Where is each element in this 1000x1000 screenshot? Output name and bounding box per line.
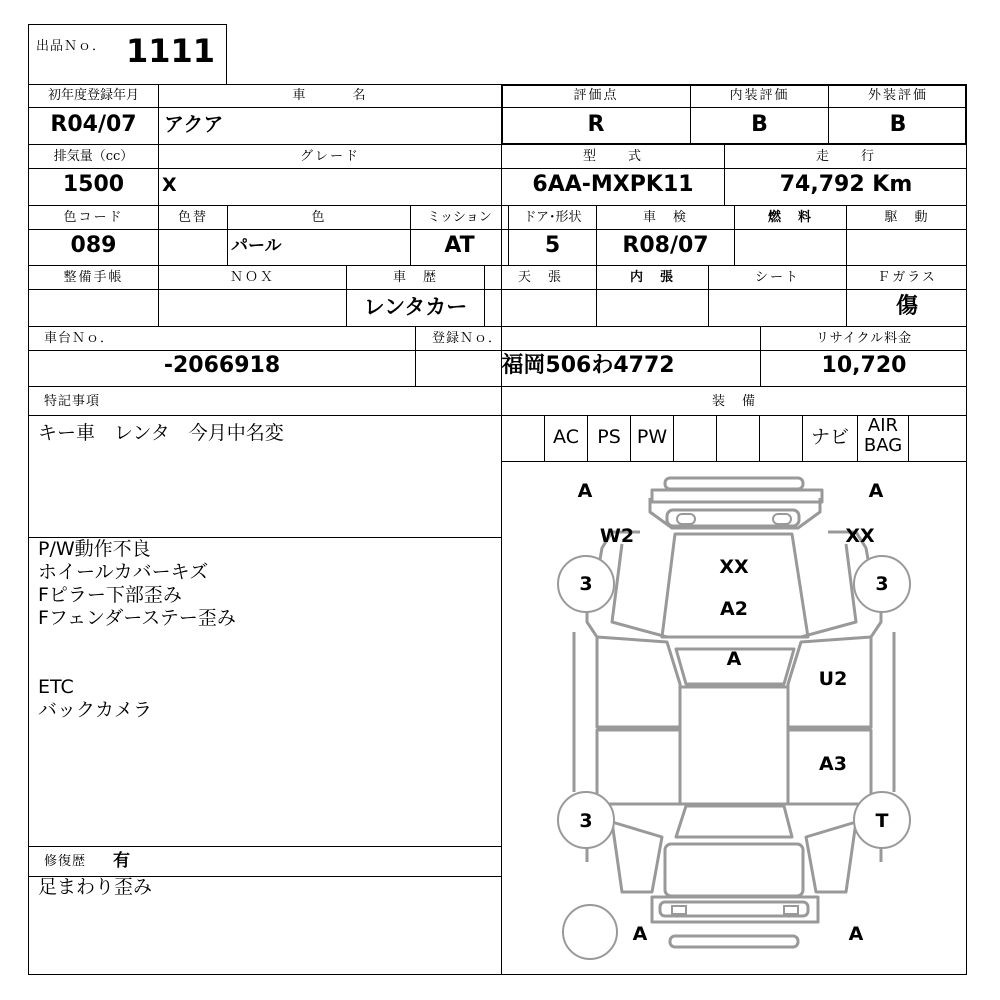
car-name-label: 車 名 [292, 88, 368, 103]
equipment-ps: PS [597, 426, 621, 448]
model-code-value: 6AA-MXPK11 [532, 172, 694, 197]
transmission-value: AT [444, 233, 475, 258]
ceiling-label: 天 張 [517, 270, 563, 285]
mark-front-right: A [868, 480, 884, 502]
repair-history-label: 修復歴 [44, 854, 87, 869]
equipment-label: 装 備 [711, 394, 757, 409]
mark-wheel-rear-left: 3 [579, 810, 593, 832]
color-label: 色 [311, 210, 327, 225]
notes-line: ホイールカバーキズ [38, 561, 209, 583]
inner-panel-label: 内 張 [629, 270, 675, 285]
mark-windshield: A [726, 648, 742, 670]
displacement-label: 排気量（cc） [53, 149, 134, 164]
car-body-diagram [502, 462, 966, 974]
equipment-ac: AC [553, 426, 579, 448]
inspection-label: 車 検 [642, 210, 688, 225]
mark-hood-1: XX [719, 556, 749, 578]
chassis-number-label: 車台Ｎｏ． [44, 331, 115, 346]
notes-line: P/W動作不良 [38, 538, 151, 560]
recycle-fee-value: 10,720 [821, 353, 907, 378]
color-code-label: 色コード [63, 210, 124, 225]
repair-history-value: 有 [113, 851, 130, 871]
lot-number-label: 出品Ｎｏ． [36, 39, 107, 54]
notes-top-text: キー車 レンタ 今月中名変 [38, 422, 284, 444]
mileage-label: 走 行 [815, 149, 876, 164]
notes-line: ETC [38, 676, 74, 698]
mark-door-right-lower: A3 [819, 753, 847, 775]
interior-grade-label: 内装評価 [729, 88, 790, 103]
recolor-label: 色替 [177, 210, 208, 225]
equipment-navi: ナビ [810, 426, 849, 448]
mark-front-left: A [577, 480, 593, 502]
inspection-value: R08/07 [622, 233, 709, 258]
exterior-grade-label: 外装評価 [867, 88, 928, 103]
car-name-value: アクア [164, 112, 224, 136]
grade-label: グレード [299, 149, 360, 164]
recycle-fee-label: リサイクル料金 [815, 331, 913, 346]
exterior-grade-value: B [889, 112, 907, 137]
registration-number-value: 福岡506わ4772 [501, 353, 675, 378]
mark-wheel-rear-right: T [875, 810, 889, 832]
grade-value: X [162, 174, 177, 196]
nox-label: ＮＯＸ [229, 270, 275, 285]
score-label: 評価点 [573, 88, 619, 103]
mileage-value: 74,792 Km [779, 172, 913, 197]
door-shape-label: ドア･形状 [523, 210, 582, 225]
model-code-label: 型 式 [582, 149, 643, 164]
mark-rear-right: A [848, 923, 864, 945]
first-registration-label: 初年度登録年月 [47, 88, 139, 103]
transmission-label: ミッション [427, 210, 492, 225]
chassis-number-value: -2066918 [163, 353, 281, 378]
seat-label: シート [754, 270, 800, 285]
registration-number-label: 登録Ｎｏ． [432, 331, 503, 346]
mark-fender-left: W2 [599, 525, 635, 547]
notes-line: Fフェンダーステー歪み [38, 607, 236, 629]
maintenance-book-label: 整備手帳 [63, 270, 124, 285]
repair-history-note: 足まわり歪み [38, 876, 153, 898]
mark-hood-2: A2 [720, 598, 748, 620]
drive-label: 駆 動 [884, 210, 930, 225]
notes-line: Fピラー下部歪み [38, 584, 182, 606]
notes-label: 特記事項 [44, 394, 101, 409]
vehicle-history-label: 車 歴 [392, 270, 438, 285]
color-value: パール [231, 236, 282, 256]
mark-fender-right: XX [845, 525, 875, 547]
displacement-value: 1500 [62, 172, 125, 197]
notes-line: バックカメラ [38, 699, 153, 721]
vehicle-history-value: レンタカー [363, 295, 468, 319]
first-registration-value: R04/07 [50, 112, 137, 137]
color-code-value: 089 [70, 233, 117, 258]
mark-rear-left: A [632, 923, 648, 945]
mark-wheel-front-right: 3 [875, 573, 889, 595]
mark-door-right-upper: U2 [818, 668, 848, 690]
equipment-airbag: AIR BAG [863, 415, 903, 456]
door-shape-value: 5 [544, 233, 561, 258]
lot-number-value: 1111 [126, 32, 216, 70]
fuel-label: 燃 料 [767, 210, 813, 225]
interior-grade-value: B [751, 112, 768, 137]
mark-wheel-front-left: 3 [579, 573, 593, 595]
front-glass-value: 傷 [895, 294, 918, 319]
front-glass-label: Ｆガラス [877, 270, 937, 285]
equipment-pw: PW [636, 426, 668, 448]
score-value: R [587, 112, 605, 137]
